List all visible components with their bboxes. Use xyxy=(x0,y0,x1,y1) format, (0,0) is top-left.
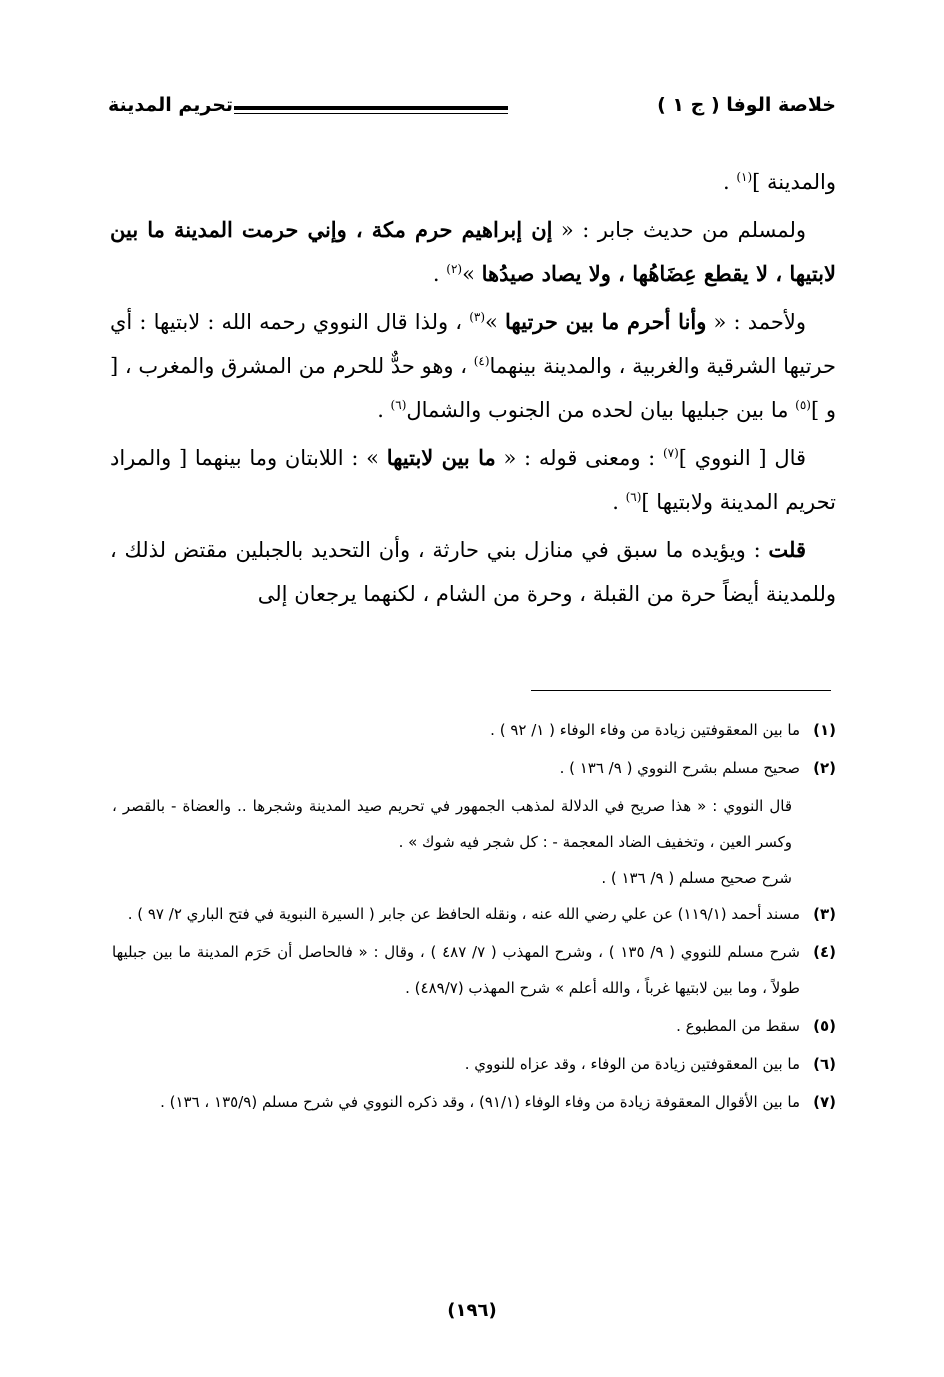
paragraph-3: ولأحمد : « وأنا أحرم ما بين حرتيها »$^{(٣)}$ ، ولذا قال النووي رحمه الله : لابتيها : أي حرتيها الشرقية والغربية ، والمدينة بينهما$^{(٤)}$ ، وهو حدٌّ للحرم من المشرق والمغرب ، [ و ]$^{(٥)}$ ما بين جبليها بيان لحده من الجنوب والشمال$^{(٦)}$ . xyxy=(110,309,836,422)
header-rule-thin xyxy=(234,113,508,114)
book-title: خلاصة الوفا ( ج ١ ) xyxy=(657,94,836,116)
footnote-number: (٧) xyxy=(813,1093,836,1111)
footnote-number: (٤) xyxy=(813,943,836,961)
paragraph-1: والمدينة ]$^{(١)}$ . xyxy=(722,170,836,194)
footnote-ref[interactable]: (٣) xyxy=(469,310,486,324)
footnote-number: (٣) xyxy=(813,905,836,923)
footnote-text: صحيح مسلم بشرح النووي ( ٩/ ١٣٦ ) . xyxy=(559,759,800,777)
paragraph-2: ولمسلم من حديث جابر : « إن إبراهيم حرم مكة ، وإني حرمت المدينة ما بين لابتيها ، لا يقطع عِضَاهُها ، ولا يصاد صيدُها »$^{(٢)}$ . xyxy=(110,217,836,286)
footnote-subtext: قال النووي : « هذا صريح في الدلالة لمذهب الجمهور في تحريم صيد المدينة وشجرها .. والعضاة - بالقصر ، وكسر العين ، وتخفيف الضاد المعجمة - : كل شجر فيه شوك » . xyxy=(112,797,792,851)
footnote-item xyxy=(112,1084,836,1120)
page-number: (١٩٦) xyxy=(447,1300,497,1321)
main-text xyxy=(110,160,836,620)
footnote-item xyxy=(112,896,836,932)
footnote-text: شرح مسلم للنووي ( ٩/ ١٣٥ ) ، وشرح المهذب ( ٧/ ٤٨٧ ) ، وقال : « فالحاصل أن حَرَم المدينة ما بين جبليها طولاً ، وما بين لابتيها غرباً ، والله أعلم » شرح المهذب (٤٨٩/٧) . xyxy=(112,943,800,997)
footnote-text: ما بين الأقوال المعقوفة زيادة من وفاء الوفاء (٩١/١) ، وقد ذكره النووي في شرح مسلم (١٣٥/٩ ، ١٣٦) . xyxy=(160,1093,800,1111)
footnote-ref[interactable]: (١) xyxy=(736,170,753,184)
footnote-number: (١) xyxy=(813,721,836,739)
hadith-quote: ما بين لابتيها xyxy=(386,445,496,470)
footnote-number: (٢) xyxy=(813,759,836,777)
footnote-item xyxy=(112,1008,836,1044)
footnote-item xyxy=(112,712,836,748)
running-header xyxy=(108,92,836,126)
footnote-ref[interactable]: (٥) xyxy=(795,398,811,412)
paragraph-5: قلت : ويؤيده ما سبق في منازل بني حارثة ، وأن التحديد بالجبلين مقتض لذلك ، وللمدينة أيضاً حرة من القبلة ، وحرة من الشام ، لكنهما يرجعان إلى xyxy=(110,537,836,606)
footnote-text: سقط من المطبوع . xyxy=(676,1017,800,1035)
footnote-ref[interactable]: (٤) xyxy=(473,354,490,368)
footnote-subtext: شرح صحيح مسلم ( ٩/ ١٣٦ ) . xyxy=(601,869,792,887)
hadith-quote: وأنا أحرم ما بين حرتيها xyxy=(505,309,707,334)
footnote-ref[interactable]: (٧) xyxy=(662,446,679,460)
footnote-number: (٦) xyxy=(813,1055,836,1073)
footnote-separator xyxy=(531,690,831,691)
hadith-quote: إن إبراهيم حرم مكة ، وإني حرمت المدينة ما بين لابتيها ، لا يقطع عِضَاهُها ، ولا يصاد صيدُها xyxy=(110,217,836,286)
footnote-text: ما بين المعقوفتين زيادة من وفاء الوفاء ( ١/ ٩٢ ) . xyxy=(490,721,800,739)
footnote-item xyxy=(112,1046,836,1082)
footnote-item xyxy=(112,934,836,1006)
header-rule xyxy=(234,106,508,110)
chapter-title: تحريم المدينة xyxy=(108,94,234,116)
footnote-text: ما بين المعقوفتين زيادة من الوفاء ، وقد عزاه للنووي . xyxy=(464,1055,800,1073)
author-note-label: قلت xyxy=(768,537,807,562)
footnote-number: (٥) xyxy=(813,1017,836,1035)
footnotes xyxy=(112,712,836,1122)
footnote-ref[interactable]: (٦) xyxy=(625,490,642,504)
paragraph-4: قال [ النووي ]$^{(٧)}$ : ومعنى قوله : « ما بين لابتيها » : اللابتان وما بينهما [ والمراد تحريم المدينة ولابتيها ]$^{(٦)}$ . xyxy=(110,445,836,514)
footnote-ref[interactable]: (٢) xyxy=(446,262,463,276)
footnote-text: مسند أحمد (١١٩/١) عن علي رضي الله عنه ، ونقله الحافظ عن جابر ( السيرة النبوية في فتح الباري ٢/ ٩٧ ) . xyxy=(127,905,800,923)
footnote-item xyxy=(112,750,836,786)
footnote-ref[interactable]: (٦) xyxy=(390,398,407,412)
